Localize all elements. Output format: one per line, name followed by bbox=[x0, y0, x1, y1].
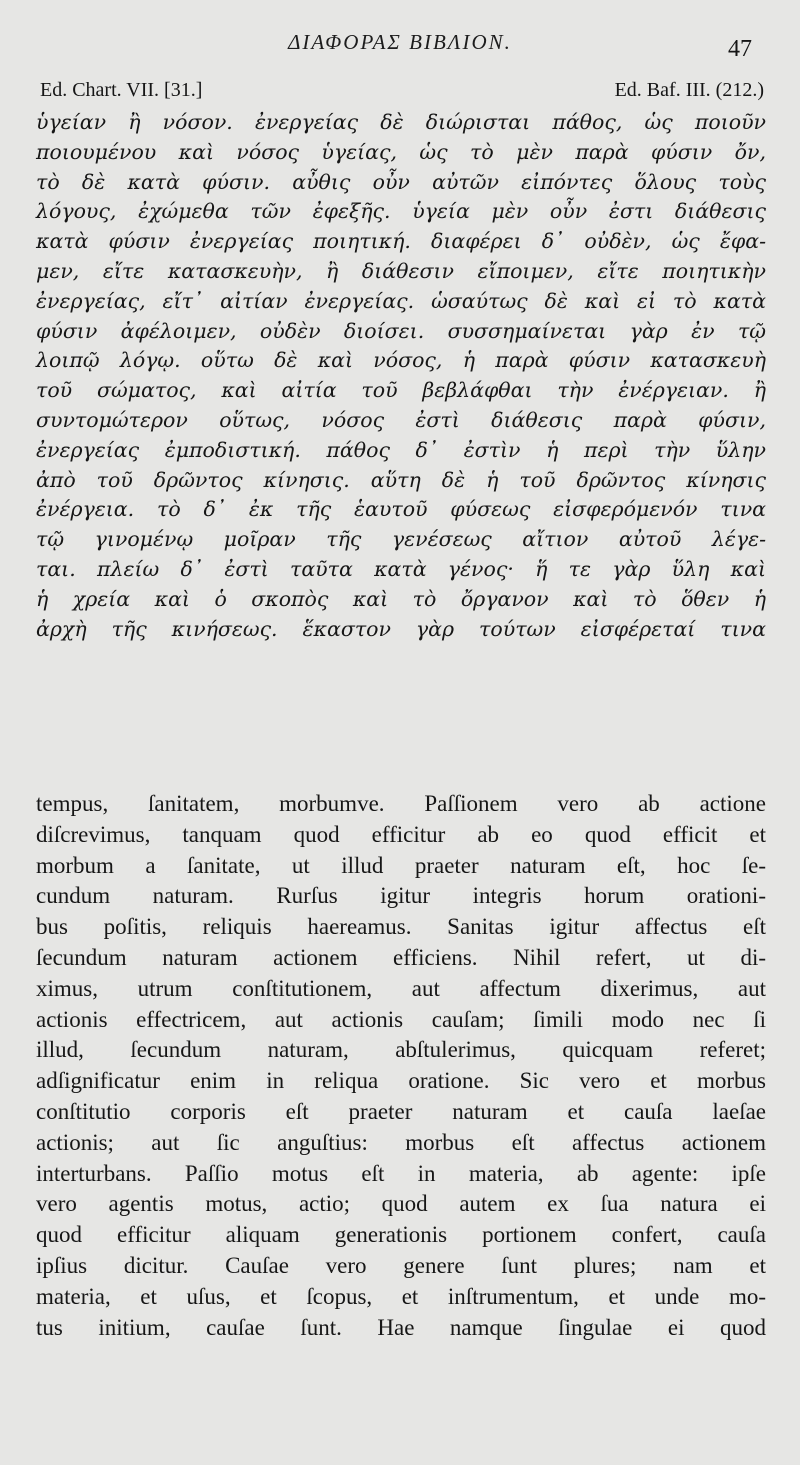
greek-line: ἐνέργεια. τὸ δ᾽ ἐκ τῆς ἑαυτοῦ φύσεως εἰσφερόμενόν τινα bbox=[36, 497, 766, 522]
latin-text-block bbox=[36, 789, 766, 1343]
greek-line: μεν, εἴτε κατασκευὴν, ἢ διάθεσιν εἴποιμεν, εἴτε ποιητικὴν bbox=[36, 258, 766, 283]
greek-line: ἐνεργείας ἐμποδιστική. πάθος δ᾽ ἐστὶν ἡ περὶ τὴν ὕλην bbox=[36, 437, 766, 462]
latin-line: morbum a ſanitate, ut illud praeter naturam eſt, hoc ſe- bbox=[36, 852, 766, 878]
latin-line: ximus, utrum conſtitutionem, aut affectum dixerimus, aut bbox=[36, 975, 766, 1001]
latin-line: tus initium, cauſae ſunt. Hae namque ſingulae ei quod bbox=[36, 1314, 766, 1340]
page-number: 47 bbox=[728, 36, 752, 62]
latin-line: conſtitutio corporis eſt praeter naturam et cauſa laeſae bbox=[36, 1098, 766, 1124]
greek-line: ἡ χρεία καὶ ὁ σκοπὸς καὶ τὸ ὄργανον καὶ τὸ ὅθεν ἡ bbox=[36, 586, 766, 611]
latin-line: adſignificatur enim in reliqua oratione. Sic vero et morbus bbox=[36, 1068, 766, 1094]
latin-line: ipſius dicitur. Cauſae vero genere ſunt plures; nam et bbox=[36, 1252, 766, 1278]
greek-text-block bbox=[36, 108, 766, 644]
latin-line: interturbans. Paſſio motus eſt in materia, ab agente: ipſe bbox=[36, 1160, 766, 1186]
greek-line: κατὰ φύσιν ἐνεργείας ποιητική. διαφέρει δ᾽ οὐδὲν, ὡς ἔφα- bbox=[36, 229, 766, 254]
greek-line: ὑγείαν ἢ νόσον. ἐνεργείας δὲ διώρισται πάθος, ὡς ποιοῦν bbox=[36, 110, 766, 134]
greek-line: φύσιν ἀφέλοιμεν, οὐδὲν διοίσει. συσσημαίνεται γὰρ ἐν τῷ bbox=[36, 318, 766, 343]
latin-line: actionis; aut ſic anguſtius: morbus eſt affectus actionem bbox=[36, 1129, 766, 1155]
latin-line: cundum naturam. Rurſus igitur integris horum orationi- bbox=[36, 883, 766, 909]
greek-line: τὸ δὲ κατὰ φύσιν. αὖθις οὖν αὐτῶν εἰπόντες ὅλους τοὺς bbox=[36, 169, 766, 194]
latin-line: actionis effectricem, aut actionis cauſam; ſimili modo nec ſi bbox=[36, 1006, 766, 1032]
latin-line: diſcrevimus, tanquam quod efficitur ab eo quod efficit et bbox=[36, 821, 766, 847]
greek-line: ἀρχὴ τῆς κινήσεως. ἕκαστον γὰρ τούτων εἰσφέρεταί τινα bbox=[36, 616, 766, 641]
latin-line: bus poſitis, reliquis haereamus. Sanitas igitur affectus eſt bbox=[36, 914, 766, 940]
latin-line: tempus, ſanitatem, morbumve. Paſſionem vero ab actione bbox=[36, 791, 766, 816]
latin-line: vero agentis motus, actio; quod autem ex ſua natura ei bbox=[36, 1191, 766, 1217]
greek-line: ται. πλείω δ᾽ ἐστὶ ταῦτα κατὰ γένος· ἥ τε γὰρ ὕλη καὶ bbox=[36, 556, 766, 581]
greek-line: τῷ γινομένῳ μοῖραν τῆς γενέσεως αἴτιον αὐτοῦ λέγε- bbox=[36, 527, 766, 552]
greek-line: τοῦ σώματος, καὶ αἰτία τοῦ βεβλάφθαι τὴν ἐνέργειαν. ἢ bbox=[36, 378, 766, 403]
latin-line: materia, et uſus, et ſcopus, et inſtrumentum, et unde mo- bbox=[36, 1283, 766, 1309]
greek-line: λόγους, ἐχώμεθα τῶν ἐφεξῆς. ὑγεία μὲν οὖν ἐστι διάθεσις bbox=[36, 199, 766, 224]
greek-line: ἀπὸ τοῦ δρῶντος κίνησις. αὕτη δὲ ἡ τοῦ δρῶντος κίνησις bbox=[36, 467, 766, 492]
running-title: ΔΙΑΦΟΡΑΣ ΒΙΒΛΙΟΝ. bbox=[288, 30, 512, 54]
latin-line: illud, ſecundum naturam, abſtulerimus, quicquam referet; bbox=[36, 1037, 766, 1063]
greek-line: ἐνεργείας, εἴτ᾽ αἰτίαν ἐνεργείας. ὡσαύτως δὲ καὶ εἰ τὸ κατὰ bbox=[36, 288, 766, 313]
greek-line: ποιουμένου καὶ νόσος ὑγείας, ὡς τὸ μὲν παρὰ φύσιν ὄν, bbox=[36, 139, 766, 164]
latin-line: ſecundum naturam actionem efficiens. Nihil refert, ut di- bbox=[36, 944, 766, 970]
greek-line: λοιπῷ λόγῳ. οὕτω δὲ καὶ νόσος, ἡ παρὰ φύσιν κατασκευὴ bbox=[36, 348, 766, 373]
edition-basel: Ed. Baf. III. (212.) bbox=[614, 79, 764, 101]
edition-chartier: Ed. Chart. VII. [31.] bbox=[40, 79, 203, 101]
latin-line: quod efficitur aliquam generationis portionem confert, cauſa bbox=[36, 1222, 766, 1248]
greek-line: συντομώτερον οὕτως, νόσος ἐστὶ διάθεσις παρὰ φύσιν, bbox=[36, 407, 766, 432]
